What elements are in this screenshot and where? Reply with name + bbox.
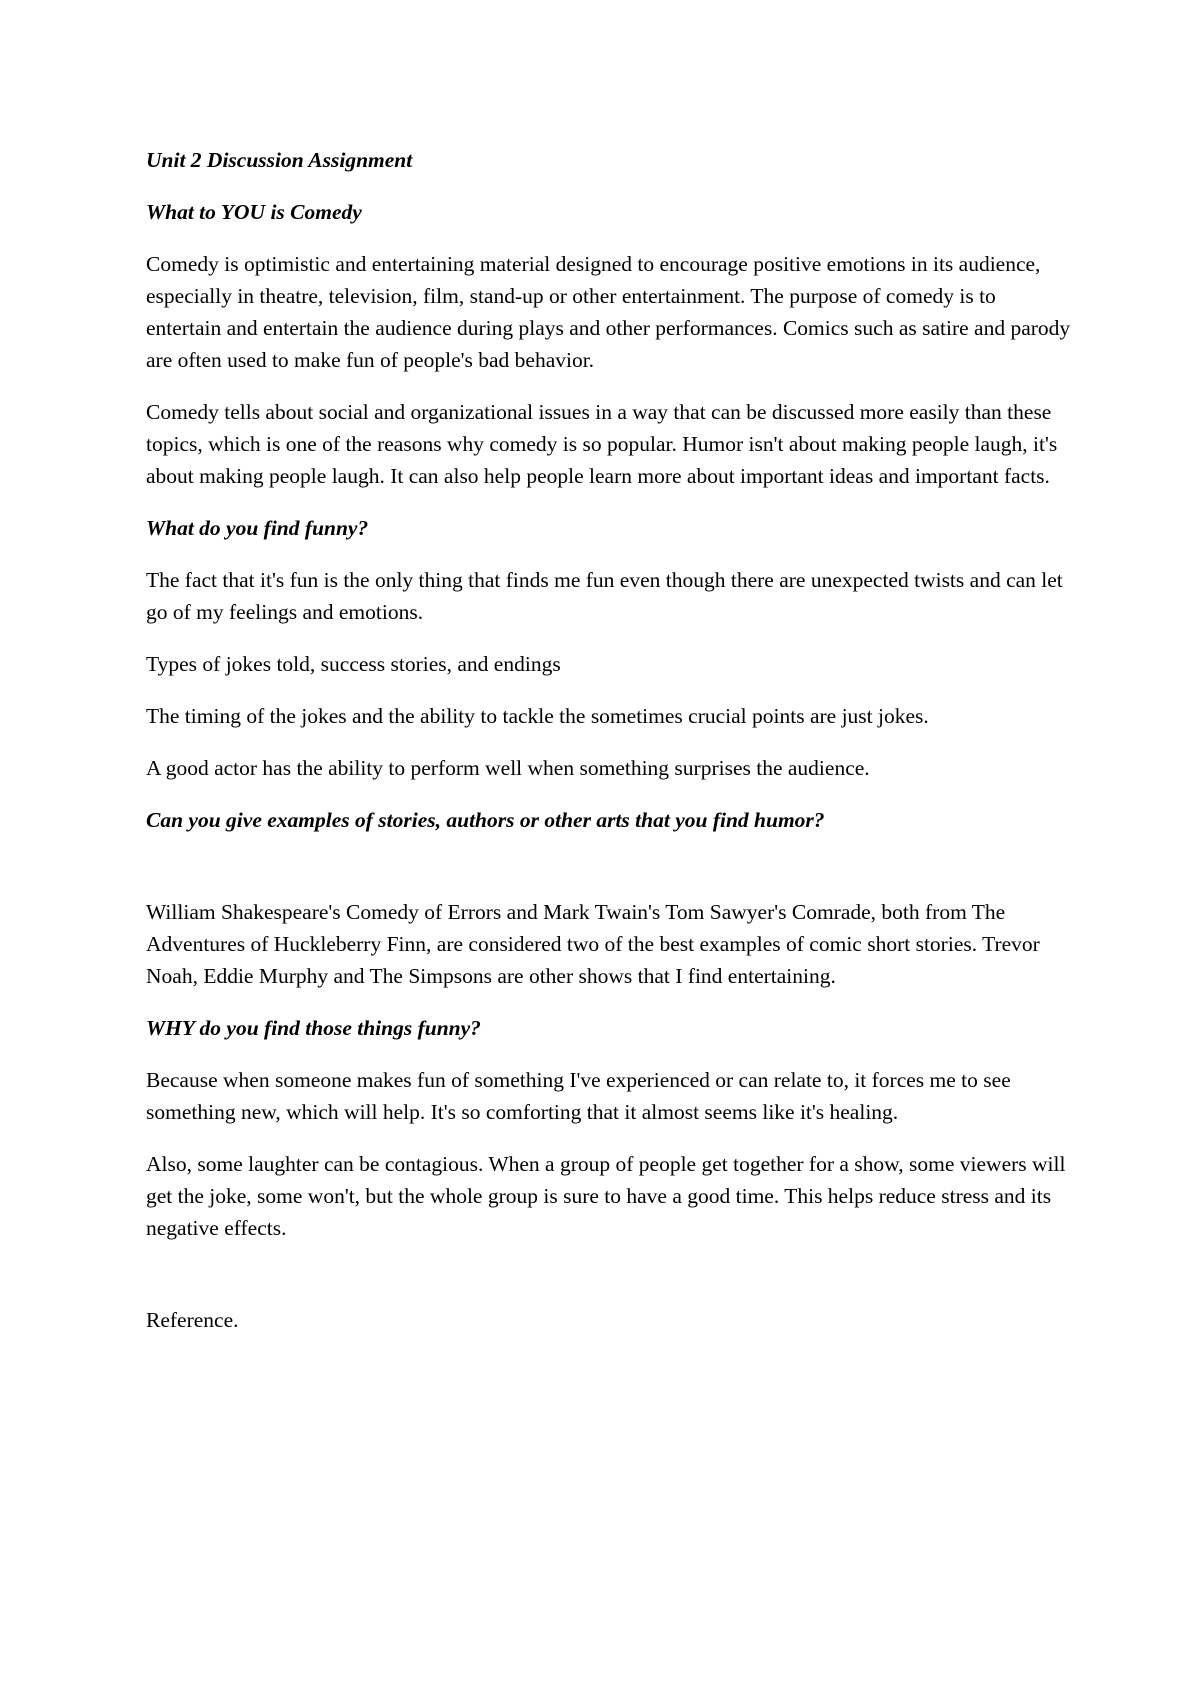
blank-line <box>146 1264 1076 1304</box>
paragraph: A good actor has the ability to perform well when something surprises the audience. <box>146 756 870 780</box>
paragraph: William Shakespeare's Comedy of Errors and Mark Twain's Tom Sawyer's Comrade, both from The Adventures of Huckleberry Finn, are considered two of the best examples of comic short stories. Trevor Noah, Eddie Murphy and The Simpsons are other shows that I find entertaining. <box>146 900 1040 988</box>
question-heading-why-funny: WHY do you find those things funny? <box>146 1016 481 1040</box>
paragraph: Also, some laughter can be contagious. When a group of people get together for a show, some viewers will get the joke, some won't, but the whole group is sure to have a good time. This helps reduce stress and its negative effects. <box>146 1152 1066 1240</box>
question-heading-what-funny: What do you find funny? <box>146 516 369 540</box>
document-body <box>146 144 1076 1356</box>
paragraph: Because when someone makes fun of something I've experienced or can relate to, it forces me to see something new, which will help. It's so comforting that it almost seems like it's healing. <box>146 1068 1011 1124</box>
paragraph: Types of jokes told, success stories, and endings <box>146 652 561 676</box>
blank-line <box>146 856 1076 896</box>
paragraph: The timing of the jokes and the ability to tackle the sometimes crucial points are just jokes. <box>146 704 929 728</box>
reference-label: Reference. <box>146 1308 239 1332</box>
question-heading-what-is-comedy: What to YOU is Comedy <box>146 200 362 224</box>
question-heading-examples: Can you give examples of stories, authors or other arts that you find humor? <box>146 808 825 832</box>
paragraph: The fact that it's fun is the only thing that finds me fun even though there are unexpected twists and can let go of my feelings and emotions. <box>146 568 1063 624</box>
paragraph: Comedy is optimistic and entertaining material designed to encourage positive emotions in its audience, especially in theatre, television, film, stand-up or other entertainment. The purpose of comedy is to entertain and entertain the audience during plays and other performances. Comics such as satire and parody are often used to make fun of people's bad behavior. <box>146 252 1071 372</box>
document-title: Unit 2 Discussion Assignment <box>146 148 413 172</box>
paragraph: Comedy tells about social and organizational issues in a way that can be discussed more easily than these topics, which is one of the reasons why comedy is so popular. Humor isn't about making people laugh, it's about making people laugh. It can also help people learn more about important ideas and important facts. <box>146 400 1058 488</box>
